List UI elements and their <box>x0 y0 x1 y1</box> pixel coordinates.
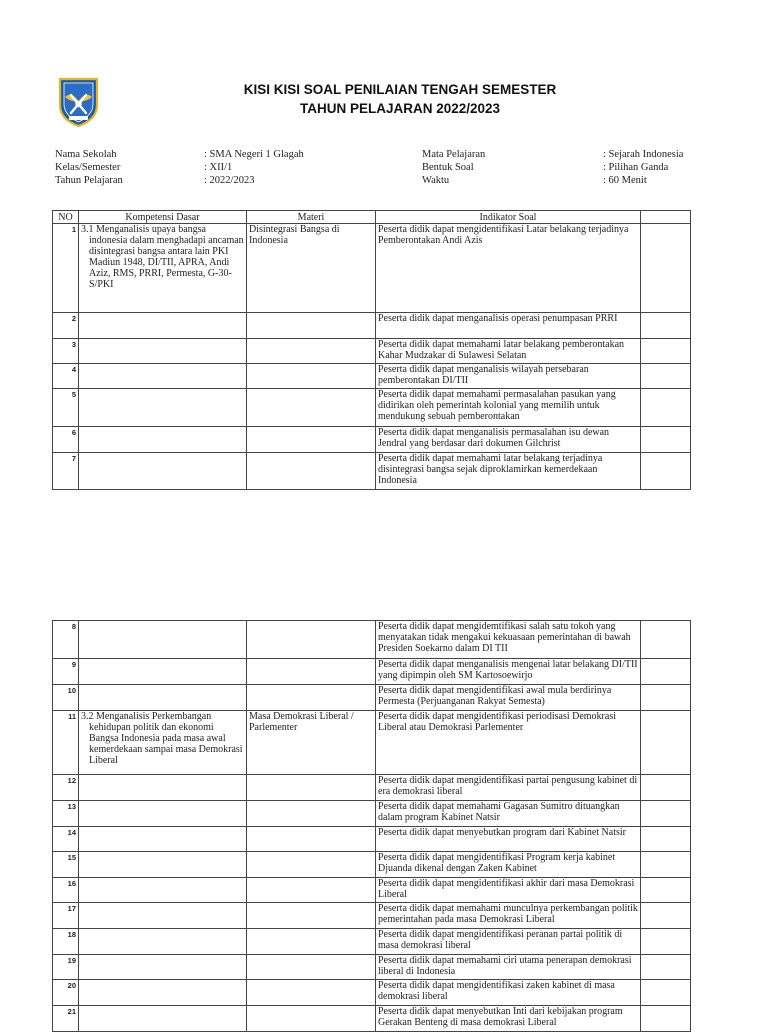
row-kd <box>79 852 247 878</box>
row-no: 13 <box>53 801 79 827</box>
row-extra <box>641 801 691 827</box>
row-kd <box>79 827 247 852</box>
row-materi <box>247 775 376 801</box>
row-materi <box>247 955 376 980</box>
table-row <box>53 685 691 711</box>
document-title <box>160 80 640 118</box>
meta-value: : XII/1 <box>204 162 233 173</box>
row-extra <box>641 427 691 453</box>
meta-value: : Pilihan Ganda <box>603 162 669 173</box>
title-line-2: TAHUN PELAJARAN 2022/2023 <box>299 101 501 116</box>
row-materi <box>247 427 376 453</box>
header-materi: Materi <box>247 211 376 224</box>
title-line-1: KISI KISI SOAL PENILAIAN TENGAH SEMESTER <box>243 82 557 97</box>
row-materi <box>247 621 376 659</box>
row-kd <box>79 1006 247 1032</box>
row-no: 1 <box>53 224 79 313</box>
row-no: 5 <box>53 389 79 427</box>
row-kd <box>79 955 247 980</box>
header-indikator-soal: Indikator Soal <box>376 211 641 224</box>
row-extra <box>641 224 691 313</box>
row-materi <box>247 685 376 711</box>
row-kd <box>79 427 247 453</box>
table-row <box>53 903 691 929</box>
meta-label: Kelas/Semester <box>55 162 121 173</box>
row-indikator: Peserta didik dapat mengidentifikasi akhir dari masa Demokrasi Liberal <box>376 878 641 903</box>
row-materi <box>247 1006 376 1032</box>
row-indikator: Peserta didik dapat mengidentifikasi peranan partai politik di masa demokrasi liberal <box>376 929 641 955</box>
row-no: 8 <box>53 621 79 659</box>
meta-value: : SMA Negeri 1 Glagah <box>204 149 304 160</box>
header-extra <box>641 211 691 224</box>
table-row <box>53 827 691 852</box>
table-row <box>53 852 691 878</box>
meta-left-labels <box>55 148 205 187</box>
row-extra <box>641 339 691 364</box>
row-materi: Disintegrasi Bangsa di Indonesia <box>247 224 376 313</box>
row-indikator: Peserta didik dapat mengidentifikasi awal mula berdirinya Permesta (Perjuanganan Rakyat Semesta) <box>376 685 641 711</box>
row-indikator: Peserta didik dapat menganalisis permasalahan isu dewan Jendral yang berdasar dari dokumen Gilchrist <box>376 427 641 453</box>
row-no: 10 <box>53 685 79 711</box>
row-indikator: Peserta didik dapat memahami Gagasan Sumitro dituangkan dalam program Kabinet Natsir <box>376 801 641 827</box>
table-row <box>53 427 691 453</box>
row-no: 15 <box>53 852 79 878</box>
row-materi <box>247 339 376 364</box>
row-kd <box>79 685 247 711</box>
row-indikator: Peserta didik dapat memahami permasalahan pasukan yang didirikan oleh pemerintah kolonial yang memilih untuk mendukung sebuah pemberontakan <box>376 389 641 427</box>
table-row <box>53 224 691 313</box>
row-kd <box>79 389 247 427</box>
row-materi <box>247 929 376 955</box>
row-materi <box>247 878 376 903</box>
row-extra <box>641 955 691 980</box>
table-row <box>53 453 691 490</box>
table-row <box>53 389 691 427</box>
row-materi <box>247 801 376 827</box>
row-extra <box>641 1006 691 1032</box>
meta-label: Bentuk Soal <box>422 162 474 173</box>
meta-value: : 60 Menit <box>603 175 647 186</box>
row-no: 6 <box>53 427 79 453</box>
row-indikator: Peserta didik dapat mengidentifikasi partai pengusung kabinet di era demokrasi liberal <box>376 775 641 801</box>
table-row <box>53 711 691 775</box>
row-extra <box>641 929 691 955</box>
table-header-row <box>53 211 691 224</box>
row-materi <box>247 980 376 1006</box>
row-extra <box>641 827 691 852</box>
meta-label: Tahun Pelajaran <box>55 175 123 186</box>
row-no: 11 <box>53 711 79 775</box>
kd-text: 3.2 Menganalisis Perkembangan kehidupan politik dan ekonomi Bangsa Indonesia pada masa awal kemerdekaan sampai masa Demokrasi Liberal <box>81 711 243 766</box>
row-indikator: Peserta didik dapat mengidentifikasi Program kerja kabinet Djuanda dikenal dengan Zaken Kabinet <box>376 852 641 878</box>
row-extra <box>641 389 691 427</box>
row-extra <box>641 980 691 1006</box>
row-indikator: Peserta didik dapat mengidentifikasi Latar belakang terjadinya Pemberontakan Andi Azis <box>376 224 641 313</box>
row-kd <box>79 659 247 685</box>
row-extra <box>641 852 691 878</box>
kd-text: 3.1 Menganalisis upaya bangsa indonesia dalam menghadapi ancaman disintegrasi bangsa antara lain PKI Madiun 1948, DI/TII, APRA, Andi Aziz, RMS, PRRI, Permesta, G-30-S/PKI <box>81 224 244 290</box>
row-materi <box>247 389 376 427</box>
row-materi <box>247 852 376 878</box>
row-extra <box>641 775 691 801</box>
row-kd <box>79 980 247 1006</box>
row-materi <box>247 313 376 339</box>
row-no: 12 <box>53 775 79 801</box>
row-indikator: Peserta didik dapat menganalisis mengenai latar belakang DI/TII yang dipimpin oleh SM Kartosoewirjo <box>376 659 641 685</box>
row-indikator: Peserta didik dapat memahami ciri utama penerapan demokrasi liberal di Indonesia <box>376 955 641 980</box>
row-extra <box>641 364 691 389</box>
row-indikator: Peserta didik dapat menyebutkan Inti dari kebijakan program Gerakan Benteng di masa demokrasi Liberal <box>376 1006 641 1032</box>
table-row <box>53 313 691 339</box>
row-no: 16 <box>53 878 79 903</box>
table-row <box>53 775 691 801</box>
row-kd <box>79 313 247 339</box>
table-row <box>53 621 691 659</box>
meta-right-values <box>603 148 753 187</box>
row-indikator: Peserta didik dapat menyebutkan program dari Kabinet Natsir <box>376 827 641 852</box>
table-row <box>53 929 691 955</box>
row-indikator: Peserta didik dapat memahami latar belakang pemberontakan Kahar Mudzakar di Sulawesi Selatan <box>376 339 641 364</box>
row-indikator: Peserta didik dapat mengidentifikasi zaken kabinet di masa demokrasi liberal <box>376 980 641 1006</box>
kisi-table-part-2 <box>52 620 691 1032</box>
row-materi <box>247 827 376 852</box>
row-indikator: Peserta didik dapat mengidemtifikasi salah satu tokoh yang menyatakan tidak mengakui kekuasaan pemerintahan di bawah Presiden Soekarno dalam DI TII <box>376 621 641 659</box>
row-materi <box>247 364 376 389</box>
row-materi <box>247 453 376 490</box>
row-extra <box>641 313 691 339</box>
row-materi <box>247 903 376 929</box>
row-indikator: Peserta didik dapat menganalisis operasi penumpasan PRRI <box>376 313 641 339</box>
row-no: 7 <box>53 453 79 490</box>
row-no: 20 <box>53 980 79 1006</box>
meta-left-values <box>204 148 404 187</box>
meta-value: : Sejarah Indonesia <box>603 149 684 160</box>
row-extra <box>641 878 691 903</box>
row-materi: Masa Demokrasi Liberal / Parlementer <box>247 711 376 775</box>
row-kd <box>79 929 247 955</box>
row-no: 18 <box>53 929 79 955</box>
header-kompetensi-dasar: Kompetensi Dasar <box>79 211 247 224</box>
row-kd <box>79 339 247 364</box>
row-indikator: Peserta didik dapat memahami munculnya perkembangan politik pemerintahan pada masa Demokrasi Liberal <box>376 903 641 929</box>
row-kd <box>79 711 247 775</box>
row-extra <box>641 453 691 490</box>
row-extra <box>641 659 691 685</box>
row-no: 19 <box>53 955 79 980</box>
meta-label: Nama Sekolah <box>55 149 117 160</box>
row-kd <box>79 364 247 389</box>
row-indikator: Peserta didik dapat mengidentifikasi periodisasi Demokrasi Liberal atau Demokrasi Parlementer <box>376 711 641 775</box>
row-extra <box>641 685 691 711</box>
row-indikator: Peserta didik dapat menganalisis wilayah persebaran pemberontakan DI/TII <box>376 364 641 389</box>
table-row <box>53 1006 691 1032</box>
row-kd <box>79 224 247 313</box>
row-extra <box>641 903 691 929</box>
meta-right-labels <box>422 148 592 187</box>
row-extra <box>641 621 691 659</box>
row-no: 21 <box>53 1006 79 1032</box>
meta-value: : 2022/2023 <box>204 175 255 186</box>
table-row <box>53 364 691 389</box>
row-kd <box>79 878 247 903</box>
meta-label: Mata Pelajaran <box>422 149 486 160</box>
row-no: 2 <box>53 313 79 339</box>
table-row <box>53 801 691 827</box>
row-kd <box>79 621 247 659</box>
table-row <box>53 878 691 903</box>
row-no: 3 <box>53 339 79 364</box>
row-no: 4 <box>53 364 79 389</box>
table-row <box>53 980 691 1006</box>
row-kd <box>79 801 247 827</box>
row-materi <box>247 659 376 685</box>
row-kd <box>79 453 247 490</box>
table-row <box>53 659 691 685</box>
row-kd <box>79 775 247 801</box>
row-no: 14 <box>53 827 79 852</box>
row-extra <box>641 711 691 775</box>
table-row <box>53 955 691 980</box>
header-no: NO <box>53 211 79 224</box>
row-no: 17 <box>53 903 79 929</box>
school-logo <box>57 77 100 127</box>
kisi-table-part-1 <box>52 210 691 490</box>
meta-label: Waktu <box>422 175 450 186</box>
table-row <box>53 339 691 364</box>
row-no: 9 <box>53 659 79 685</box>
row-kd <box>79 903 247 929</box>
row-indikator: Peserta didik dapat memahami latar belakang terjadinya disintegrasi bangsa sejak diproklamirkan kemerdekaan Indonesia <box>376 453 641 490</box>
